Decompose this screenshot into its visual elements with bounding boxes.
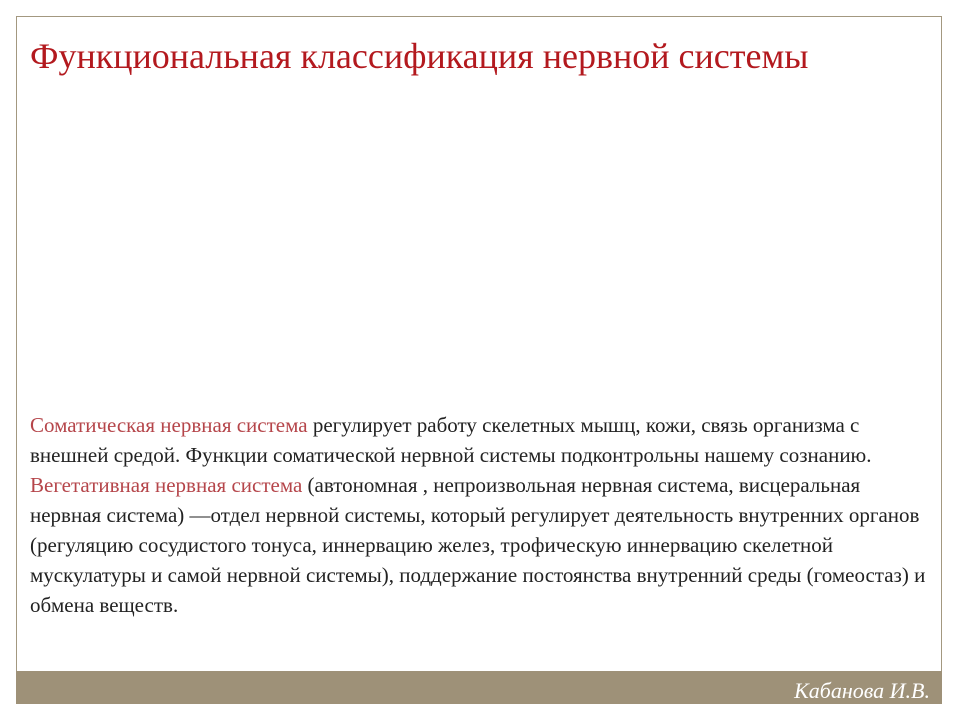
slide-title: Функциональная классификация нервной системы: [30, 36, 809, 76]
term-somatic-nervous-system: Соматическая нервная система: [30, 413, 308, 437]
slide-body: [30, 410, 935, 620]
somatic-description: регулирует работу скелетных мышц, кожи, связь организма с внешней средой. Функции соматической нервной системы подконтрольны нашему сознанию.: [30, 413, 872, 467]
footer-author: Кабанова И.В.: [794, 678, 930, 703]
paragraph-autonomic: [30, 470, 935, 620]
term-autonomic-nervous-system: Вегетативная нервная система: [30, 473, 303, 497]
autonomic-description: (автономная , непроизвольная нервная система, висцеральная нервная система) —отдел нервной системы, который регулирует деятельность внутренних органов (регуляцию сосудистого тонуса, иннервацию желез, трофическую иннервацию скелетной мускулатуры и самой нервной системы), поддержание постоянства внутренний среды (гомеостаз) и обмена веществ.: [30, 473, 926, 617]
paragraph-somatic: [30, 410, 935, 470]
